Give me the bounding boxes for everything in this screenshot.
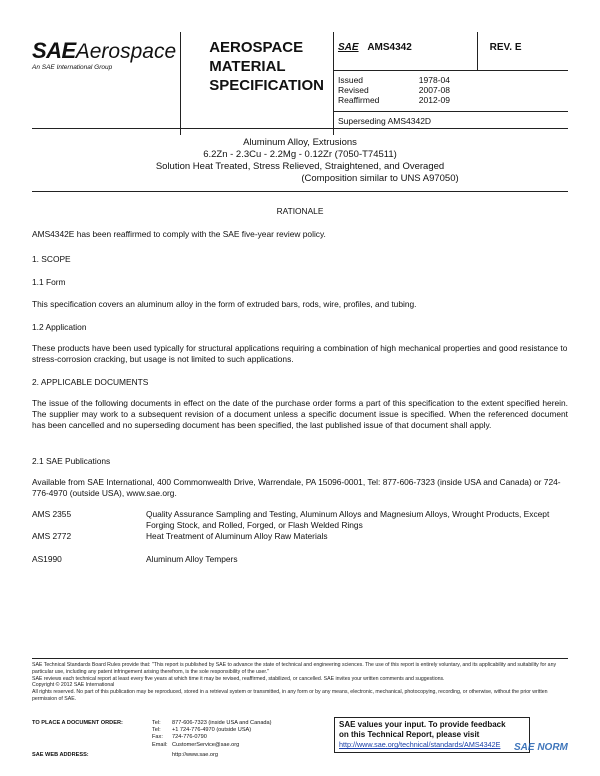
logo-subtitle: An SAE International Group	[32, 64, 113, 71]
rationale-text: AMS4342E has been reaffirmed to comply with the SAE five-year review policy.	[32, 229, 326, 239]
material-title-line4: (Composition similar to UNS A97050)	[301, 173, 459, 184]
section-application-text: These products have been used typically for structural applications requiring a combination of high mechanical properties and good resistance to stress-corrosion cracking, but usage is not limited to such applications.	[32, 343, 568, 364]
feedback-link[interactable]: http://www.sae.org/technical/standards/AMS4342E	[339, 740, 501, 749]
material-title-block	[32, 137, 568, 185]
rationale-heading: RATIONALE	[276, 206, 324, 216]
footer-rules: SAE Technical Standards Board Rules provide that: "This report is published by SAE to advance the state of technical and engineering sciences. The use of this report is entirely voluntary, and its applicability and suitability for any particular use, including any patent infringement arising therefrom, is the sole responsibility of the user."	[32, 662, 557, 675]
section-application: 1.2 Application	[32, 322, 87, 332]
logo-aerospace: Aerospace	[75, 40, 177, 63]
logo-sae: SAE	[32, 38, 76, 63]
logo-cell	[32, 32, 181, 135]
material-title-line1: Aluminum Alloy, Extrusions	[243, 137, 357, 148]
spec-title-line1: AEROSPACE	[209, 39, 304, 56]
dates-cell	[333, 71, 568, 136]
spec-header	[32, 32, 568, 136]
rev-cell	[477, 32, 568, 71]
reference-item: AMS 2355 Quality Assurance Sampling and Testing, Aluminum Alloys and Magnesium Alloys, Wrought Products, Except Forging Stock, and Rolled, Forged, or Flash Welded Rings	[32, 509, 550, 530]
spec-title-line2: MATERIAL	[209, 58, 286, 75]
doc-number-cell	[333, 32, 477, 71]
contact-email-link[interactable]: CustomerService@sae.org	[172, 741, 240, 748]
material-title-line2: 6.2Zn - 2.3Cu - 2.2Mg - 0.12Zr (7050-T74511)	[203, 149, 397, 160]
title-cell	[181, 32, 334, 135]
reference-item: AS1990 Aluminum Alloy Tempers	[32, 554, 238, 564]
reference-list	[32, 509, 568, 565]
superseding: Superseding AMS4342D	[337, 116, 432, 126]
footer-rights: All rights reserved. No part of this publication may be reproduced, stored in a retrieval system or transmitted, in any form or by any means, electronic, mechanical, photocopying, recording, or otherwise, without the prior written permission of SAE.	[32, 689, 548, 702]
material-title-line3: Solution Heat Treated, Stress Relieved, Straightened, and Overaged	[155, 161, 445, 172]
order-info: TO PLACE A DOCUMENT ORDER: Tel: 877-606-7323 (inside USA and Canada) Tel: +1 724-776-4970 (outside USA) Fax: 724-776-0790 Email: CustomerService@sae.org SAE WEB ADDRESS: http://www.sae.org	[32, 720, 272, 758]
reference-item: AMS 2772 Heat Treatment of Aluminum Alloy Raw Materials	[32, 531, 328, 541]
contact-fax: 724-776-0790	[172, 734, 207, 741]
feedback-box	[334, 717, 530, 753]
web-label: SAE WEB ADDRESS:	[32, 751, 89, 758]
feedback-line1: SAE values your input. To provide feedback	[339, 720, 506, 729]
footer-legal	[32, 662, 568, 703]
section-applicable-documents: 2. APPLICABLE DOCUMENTS	[32, 377, 149, 387]
watermark: SAE NORM	[514, 742, 568, 753]
order-label: TO PLACE A DOCUMENT ORDER:	[32, 720, 123, 726]
contact-phone-us[interactable]: 877-606-7323 (inside USA and Canada)	[172, 720, 272, 726]
doc-number: AMS4342	[367, 42, 412, 53]
date-issued: Issued 1978-04	[337, 75, 450, 85]
section-form: 1.1 Form	[32, 277, 66, 287]
section-applicable-documents-text: The issue of the following documents in effect on the date of the purchase order forms a part of this specification to the extent specified herein. The supplier may work to a subsequent revision of a document unless a specific document issue is specified. When the referenced document has been cancelled and no superseding document has been specified, the last published issue of that document shall apply.	[32, 398, 568, 430]
section-sae-publications-text: Available from SAE International, 400 Commonwealth Drive, Warrendale, PA 15096-0001, Tel: 877-606-7323 (inside USA and Canada) or 724-776-4970 (outside USA), www.sae.org.	[32, 477, 561, 498]
section-scope: 1. SCOPE	[32, 254, 71, 264]
spec-title-line3: SPECIFICATION	[209, 77, 324, 94]
section-sae-publications: 2.1 SAE Publications	[32, 456, 111, 466]
sae-mark: SAE	[337, 42, 359, 53]
footer-review: SAE reviews each technical report at least every five years at which time it may be revised, reaffirmed, stabilized, or cancelled. SAE invites your written comments and suggestions.	[32, 675, 445, 682]
date-reaffirmed: Reaffirmed 2012-09	[337, 95, 450, 105]
date-revised: Revised 2007-08	[337, 85, 450, 95]
section-form-text: This specification covers an aluminum alloy in the form of extruded bars, rods, wire, profiles, and tubing.	[32, 299, 417, 309]
footer-copyright: Copyright © 2012 SAE International	[32, 682, 115, 689]
feedback-line2: on this Technical Report, please visit	[339, 730, 480, 739]
contact-phone-intl[interactable]: +1 724-776-4970 (outside USA)	[172, 727, 252, 734]
web-address-link[interactable]: http://www.sae.org	[172, 751, 219, 758]
revision: REV. E	[489, 42, 522, 53]
